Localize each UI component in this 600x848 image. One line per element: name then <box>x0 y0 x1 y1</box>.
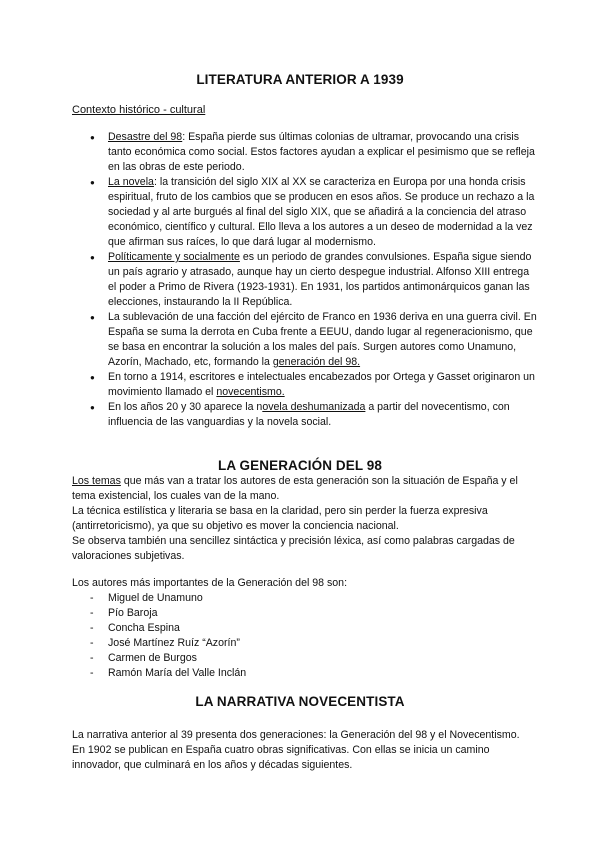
bullet-text: es un periodo de grandes convulsiones. España sigue siendo un país agrario y atrasado, aunque hay un cierto despegue industrial. Alfonso XIII entrega el poder a Primo de Rivera (1923-1931). En 1931, los partidos antimonárquicos ganan las elecciones, instaurando la II República. <box>108 251 532 308</box>
paragraph-autores-intro: Los autores más importantes de la Generación del 98 son: <box>72 577 348 589</box>
paragraph-temas <box>72 474 532 504</box>
paragraph-text: que más van a tratar los autores de esta generación son la situación de España y el tema existencial, los cuales van de la mano. <box>72 475 518 502</box>
section-heading-generacion-98: LA GENERACIÓN DEL 98 <box>217 458 383 473</box>
bullet-text: En torno a 1914, escritores e intelectuales encabezados por Ortega y Gasset originaron un movimiento llamado el <box>108 371 535 398</box>
list-item: - Pío Baroja <box>90 606 246 621</box>
paragraph-tecnica: La técnica estilística y literaria se basa en la claridad, pero sin perder la fuerza expresiva (antirretoricismo), ya que su objetivo es mover la conciencia nacional. <box>72 505 488 532</box>
paragraph-narrativa: La narrativa anterior al 39 presenta dos generaciones: la Generación del 98 y el Novecentismo. En 1902 se publican en España cuatro obras significativas. Con ellas se inicia un camino innovador, que culminará en los años y décadas siguientes. <box>72 729 520 771</box>
context-heading: Contexto histórico - cultural <box>72 104 206 116</box>
bullet-text-tail: a partir del novecentismo, con influencia de las vanguardias y la novela social. <box>108 401 510 428</box>
bullet-text: : la transición del siglo XIX al XX se caracteriza en Europa por una honda crisis espiritual, fruto de los cambios que se producen en esos años. Se produce un rechazo a la sociedad y al arte burgués al final del siglo XIX, que se añadirá a la conciencia del atraso económico, científico y cultural. Ello lleva a los autores a un deseo de modernidad a la vez que afirman sus raíces, lo que dará lugar al modernismo. <box>108 176 535 248</box>
bullet-1914 <box>108 370 540 400</box>
context-bullet-list <box>108 130 540 430</box>
bullet-desastre-98 <box>108 130 540 175</box>
bullet-underlined-term: generación del 98. <box>272 356 361 368</box>
list-item: - Carmen de Burgos <box>90 651 246 666</box>
section-heading-narrativa-novecentista: LA NARRATIVA NOVECENTISTA <box>195 694 405 709</box>
bullet-underlined-lead: Políticamente y socialmente <box>108 251 240 263</box>
bullet-anos-20-30 <box>108 400 540 430</box>
list-item: - Ramón María del Valle Inclán <box>90 666 246 681</box>
paragraph-underlined-lead: Los temas <box>72 475 121 487</box>
bullet-underlined-term: novecentismo. <box>216 386 285 398</box>
bullet-text: : España pierde sus últimas colonias de ultramar, provocando una crisis tanto económica como social. Estos factores ayudan a explicar el pesimismo que se refleja en las obras de este periodo. <box>108 131 535 173</box>
bullet-underlined-lead: La novela <box>108 176 154 188</box>
page-title: LITERATURA ANTERIOR A 1939 <box>196 72 404 87</box>
paragraph-sencillez: Se observa también una sencillez sintáctica y precisión léxica, así como palabras cargadas de valoraciones subjetivas. <box>72 535 515 562</box>
bullet-underlined-lead: Desastre del 98 <box>108 131 183 143</box>
bullet-la-novela <box>108 175 540 250</box>
bullet-sublevacion <box>108 310 540 370</box>
bullet-text: En los años 20 y 30 aparece la n <box>108 401 263 413</box>
authors-list <box>90 591 246 681</box>
bullet-politica <box>108 250 540 310</box>
list-item: - Concha Espina <box>90 621 246 636</box>
bullet-text: La sublevación de una facción del ejército de Franco en 1936 deriva en una guerra civil. En España se suma la derrota en Cuba frente a EEUU, dando lugar al regeneracionismo, que se basa en encontrar la solución a los males del país. Surgen autores como Unamuno, Azorín, Machado, etc, formando la <box>108 311 537 368</box>
list-item: - Miguel de Unamuno <box>90 591 246 606</box>
list-item: - José Martínez Ruíz “Azorín” <box>90 636 246 651</box>
bullet-underlined-term: ovela deshumanizada <box>262 401 366 413</box>
